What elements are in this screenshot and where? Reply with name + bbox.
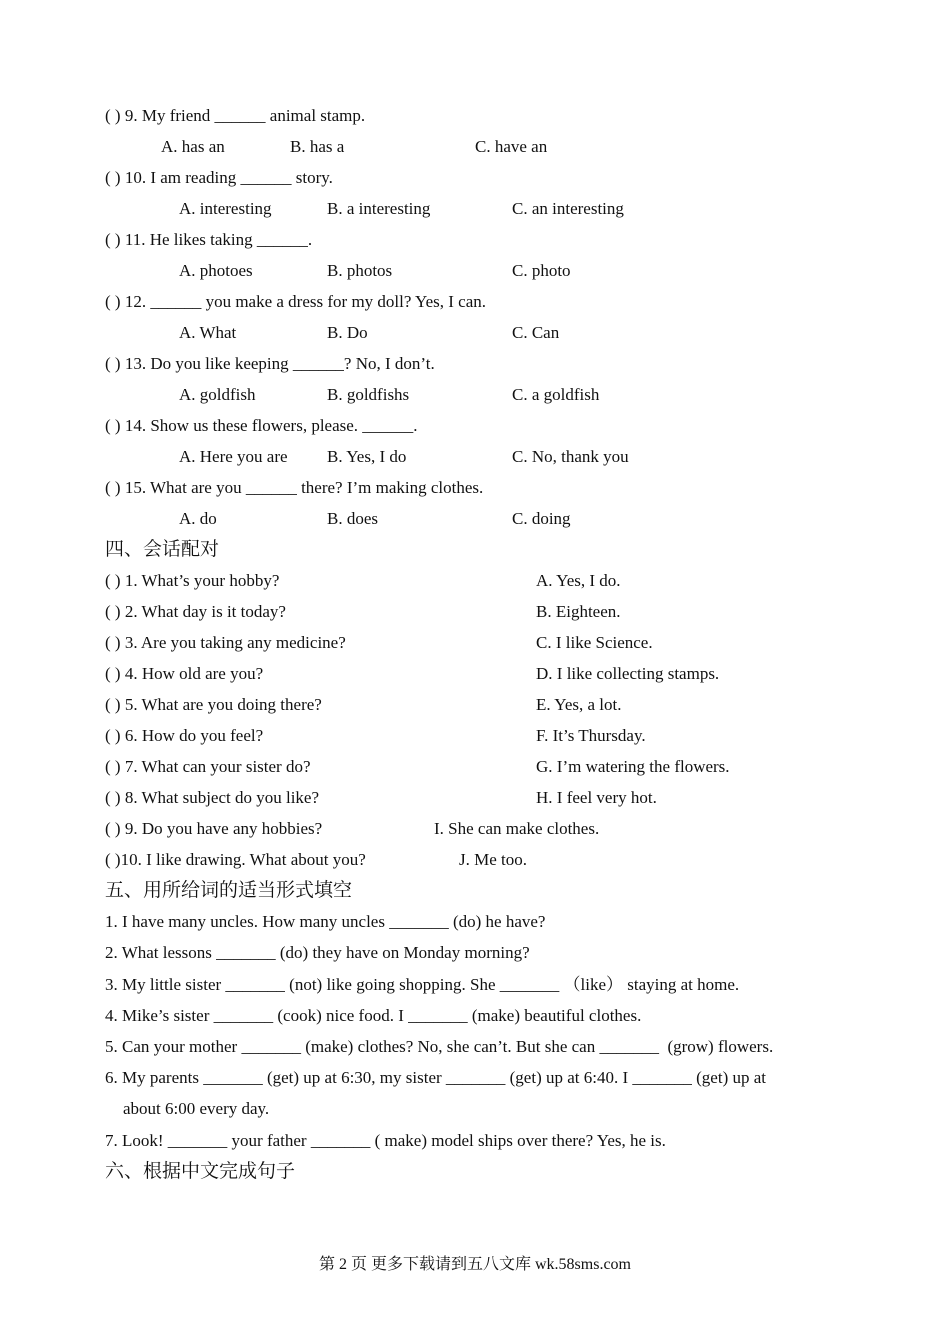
- match-answer: F. It’s Thursday.: [536, 726, 646, 745]
- mc-question-14: ( ) 14. Show us these flowers, please. ______.: [105, 416, 418, 435]
- fill-item: 5. Can your mother _______ (make) clothes? No, she can’t. But she can _______ (grow) flowers.: [105, 1037, 774, 1056]
- mc-option-b: B. a interesting: [327, 199, 431, 218]
- match-answer: J. Me too.: [459, 850, 527, 869]
- page-footer: 第 2 页 更多下载请到五八文库 wk.58sms.com: [318, 1256, 631, 1273]
- mc-option-b: B. goldfishs: [327, 385, 410, 404]
- section-5-heading: 五、用所给词的适当形式填空: [105, 879, 353, 901]
- mc-option-b: B. has a: [290, 137, 345, 156]
- mc-question-10: ( ) 10. I am reading ______ story.: [105, 168, 333, 187]
- match-answer: I. She can make clothes.: [434, 819, 600, 838]
- match-question: ( ) 7. What can your sister do?: [105, 757, 311, 776]
- mc-option-c: C. doing: [512, 509, 571, 528]
- match-answer: G. I’m watering the flowers.: [536, 757, 730, 776]
- match-question: ( ) 3. Are you taking any medicine?: [105, 633, 346, 652]
- match-answer: D. I like collecting stamps.: [536, 664, 720, 683]
- mc-question-15: ( ) 15. What are you ______ there? I’m making clothes.: [105, 478, 484, 497]
- mc-option-a: A. interesting: [179, 199, 272, 218]
- mc-option-c: C. Can: [512, 323, 560, 342]
- mc-option-a: A. goldfish: [179, 385, 256, 404]
- fill-item: 1. I have many uncles. How many uncles _______ (do) he have?: [105, 912, 546, 931]
- match-question: ( ) 1. What’s your hobby?: [105, 571, 280, 590]
- fill-item: 3. My little sister _______ (not) like going shopping. She _______ （like） staying at home.: [105, 975, 740, 994]
- mc-option-b: B. photos: [327, 261, 393, 280]
- match-answer: H. I feel very hot.: [536, 788, 657, 807]
- mc-option-b: B. Do: [327, 323, 368, 342]
- match-answer: B. Eighteen.: [536, 602, 621, 621]
- mc-option-a: A. has an: [161, 137, 225, 156]
- mc-option-a: A. What: [179, 323, 237, 342]
- mc-option-a: A. Here you are: [179, 447, 288, 466]
- mc-option-c: C. an interesting: [512, 199, 624, 218]
- match-question: ( ) 9. Do you have any hobbies?: [105, 819, 323, 838]
- mc-option-b: B. Yes, I do: [327, 447, 407, 466]
- match-question: ( ) 8. What subject do you like?: [105, 788, 320, 807]
- section-4-heading: 四、会话配对: [105, 538, 220, 560]
- mc-option-a: A. do: [179, 509, 217, 528]
- match-question: ( ) 4. How old are you?: [105, 664, 264, 683]
- match-answer: C. I like Science.: [536, 633, 653, 652]
- fill-item: 4. Mike’s sister _______ (cook) nice food. I _______ (make) beautiful clothes.: [105, 1006, 642, 1025]
- mc-option-b: B. does: [327, 509, 378, 528]
- fill-item: 6. My parents _______ (get) up at 6:30, my sister _______ (get) up at 6:40. I _______ (get) up at: [105, 1068, 766, 1087]
- mc-question-9: ( ) 9. My friend ______ animal stamp.: [105, 106, 366, 125]
- match-question: ( ) 2. What day is it today?: [105, 602, 286, 621]
- mc-option-a: A. photoes: [179, 261, 253, 280]
- mc-question-12: ( ) 12. ______ you make a dress for my doll? Yes, I can.: [105, 292, 487, 311]
- section-6-heading: 六、根据中文完成句子: [105, 1160, 296, 1182]
- mc-option-c: C. a goldfish: [512, 385, 600, 404]
- mc-question-11: ( ) 11. He likes taking ______.: [105, 230, 313, 249]
- match-question: ( ) 6. How do you feel?: [105, 726, 264, 745]
- mc-option-c: C. photo: [512, 261, 571, 280]
- match-answer: E. Yes, a lot.: [536, 695, 622, 714]
- fill-item: 2. What lessons _______ (do) they have on Monday morning?: [105, 943, 530, 962]
- mc-option-c: C. have an: [475, 137, 548, 156]
- match-question: ( ) 5. What are you doing there?: [105, 695, 322, 714]
- match-answer: A. Yes, I do.: [536, 571, 621, 590]
- fill-item: 7. Look! _______ your father _______ ( make) model ships over there? Yes, he is.: [105, 1131, 666, 1150]
- mc-option-c: C. No, thank you: [512, 447, 629, 466]
- mc-question-13: ( ) 13. Do you like keeping ______? No, I don’t.: [105, 354, 435, 373]
- fill-item-continuation: about 6:00 every day.: [123, 1099, 270, 1118]
- match-question: ( )10. I like drawing. What about you?: [105, 850, 366, 869]
